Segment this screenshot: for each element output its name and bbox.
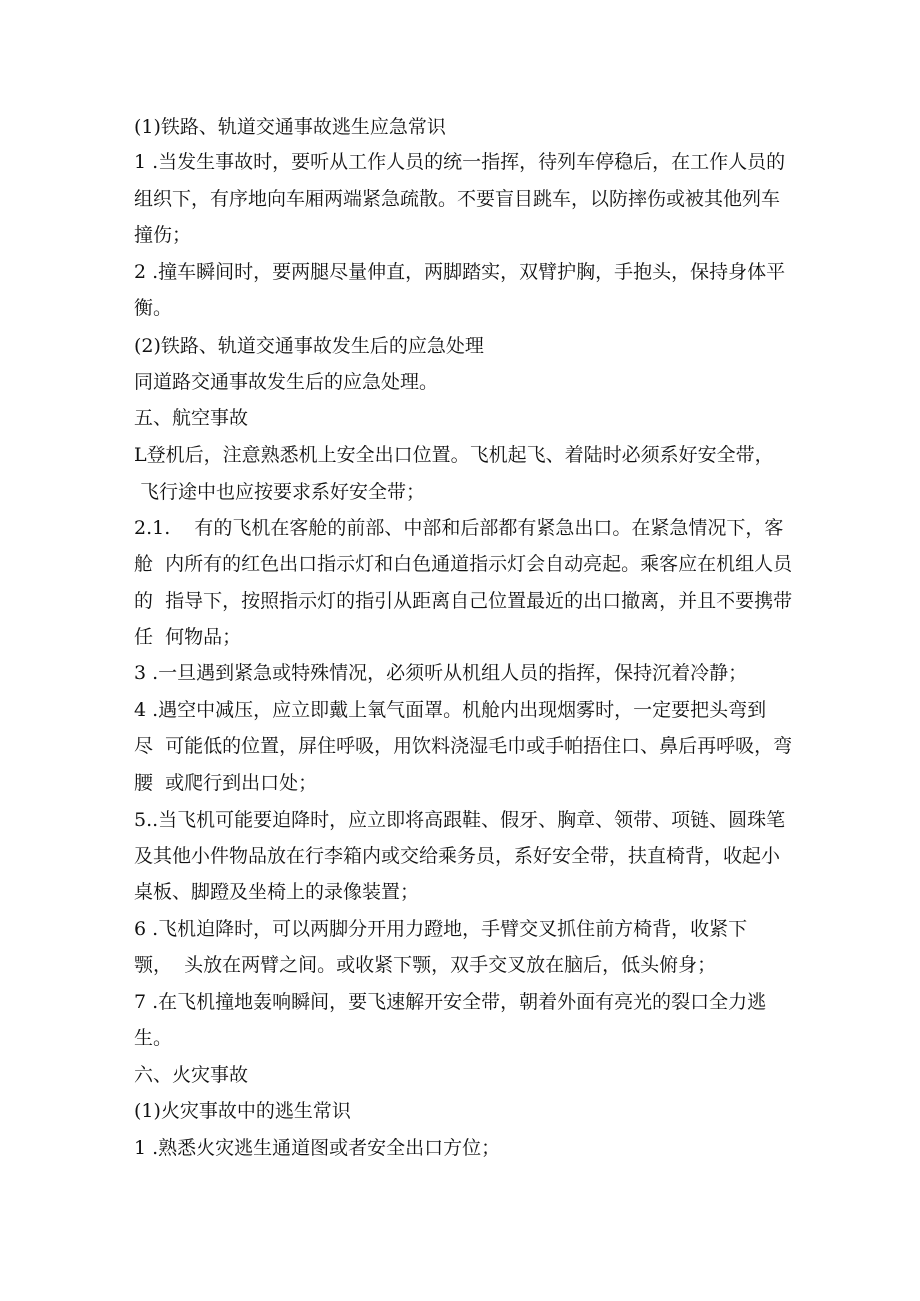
paragraph-line: 3 .一旦遇到紧急或特殊情况，必须听从机组人员的指挥，保持沉着冷静；: [134, 662, 748, 684]
paragraph-line: 腰 或爬行到出口处；: [134, 772, 318, 794]
paragraph-line: 衡。: [134, 297, 173, 319]
subsection-heading: (1)铁路、轨道交通事故逃生应急常识: [134, 116, 446, 138]
paragraph-line: 1 .熟悉火灾逃生通道图或者安全出口方位；: [134, 1137, 501, 1159]
paragraph-line: 4 .遇空中减压，应立即戴上氧气面罩。机舱内出现烟雾时，一定要把头弯到: [134, 699, 767, 721]
paragraph-line: L登机后，注意熟悉机上安全出口位置。飞机起飞、着陆时必须系好安全带，: [134, 444, 774, 466]
paragraph-line: 组织下，有序地向车厢两端紧急疏散。不要盲目跳车，以防摔伤或被其他列车: [134, 188, 781, 210]
section-heading: 六、火灾事故: [134, 1064, 249, 1086]
subsection-heading: (1)火灾事故中的逃生常识: [134, 1100, 351, 1122]
paragraph-line: 尽 可能低的位置，屏住呼吸，用饮料浇湿毛巾或手帕捂住口、鼻后再呼吸，弯: [134, 735, 793, 757]
paragraph-line: 2.1. 有的飞机在客舱的前部、中部和后部都有紧急出口。在紧急情况下，客: [134, 517, 784, 539]
paragraph-line: 舱 内所有的红色出口指示灯和白色通道指示灯会自动亮起。乘客应在机组人员: [134, 553, 793, 575]
paragraph-line: 生。: [134, 1027, 173, 1049]
section-heading: 五、航空事故: [134, 407, 249, 429]
paragraph-line: 任 何物品；: [134, 626, 242, 648]
paragraph-line: 的 指导下，按照指示灯的指引从距离自己位置最近的出口撤离，并且不要携带: [134, 590, 793, 612]
paragraph-line: 桌板、脚蹬及坐椅上的录像装置；: [134, 881, 420, 903]
paragraph-line: 及其他小件物品放在行李箱内或交给乘务员，系好安全带，扶直椅背，收起小: [134, 845, 781, 867]
paragraph-line: 飞行途中也应按要求系好安全带；: [134, 481, 426, 503]
subsection-heading: (2)铁路、轨道交通事故发生后的应急处理: [134, 335, 484, 357]
paragraph-line: 5..当飞机可能要迫降时，应立即将高跟鞋、假牙、胸章、领带、项链、圆珠笔: [134, 809, 786, 831]
paragraph-line: 1 .当发生事故时，要听从工作人员的统一指挥，待列车停稳后，在工作人员的: [134, 151, 786, 173]
paragraph-line: 颚， 头放在两臂之间。或收紧下颚，双手交叉放在脑后，低头俯身；: [134, 954, 717, 976]
paragraph-line: 2 .撞车瞬间时，要两腿尽量伸直，两脚踏实，双臂护胸，手抱头，保持身体平: [134, 261, 786, 283]
paragraph-line: 6 .飞机迫降时，可以两脚分开用力蹬地，手臂交叉抓住前方椅背，收紧下: [134, 918, 748, 940]
paragraph-line: 撞伤；: [134, 224, 192, 246]
paragraph-line: 同道路交通事故发生后的应急处理。: [134, 371, 439, 393]
paragraph-line: 7 .在飞机撞地轰响瞬间，要飞速解开安全带，朝着外面有亮光的裂口全力逃: [134, 991, 767, 1013]
